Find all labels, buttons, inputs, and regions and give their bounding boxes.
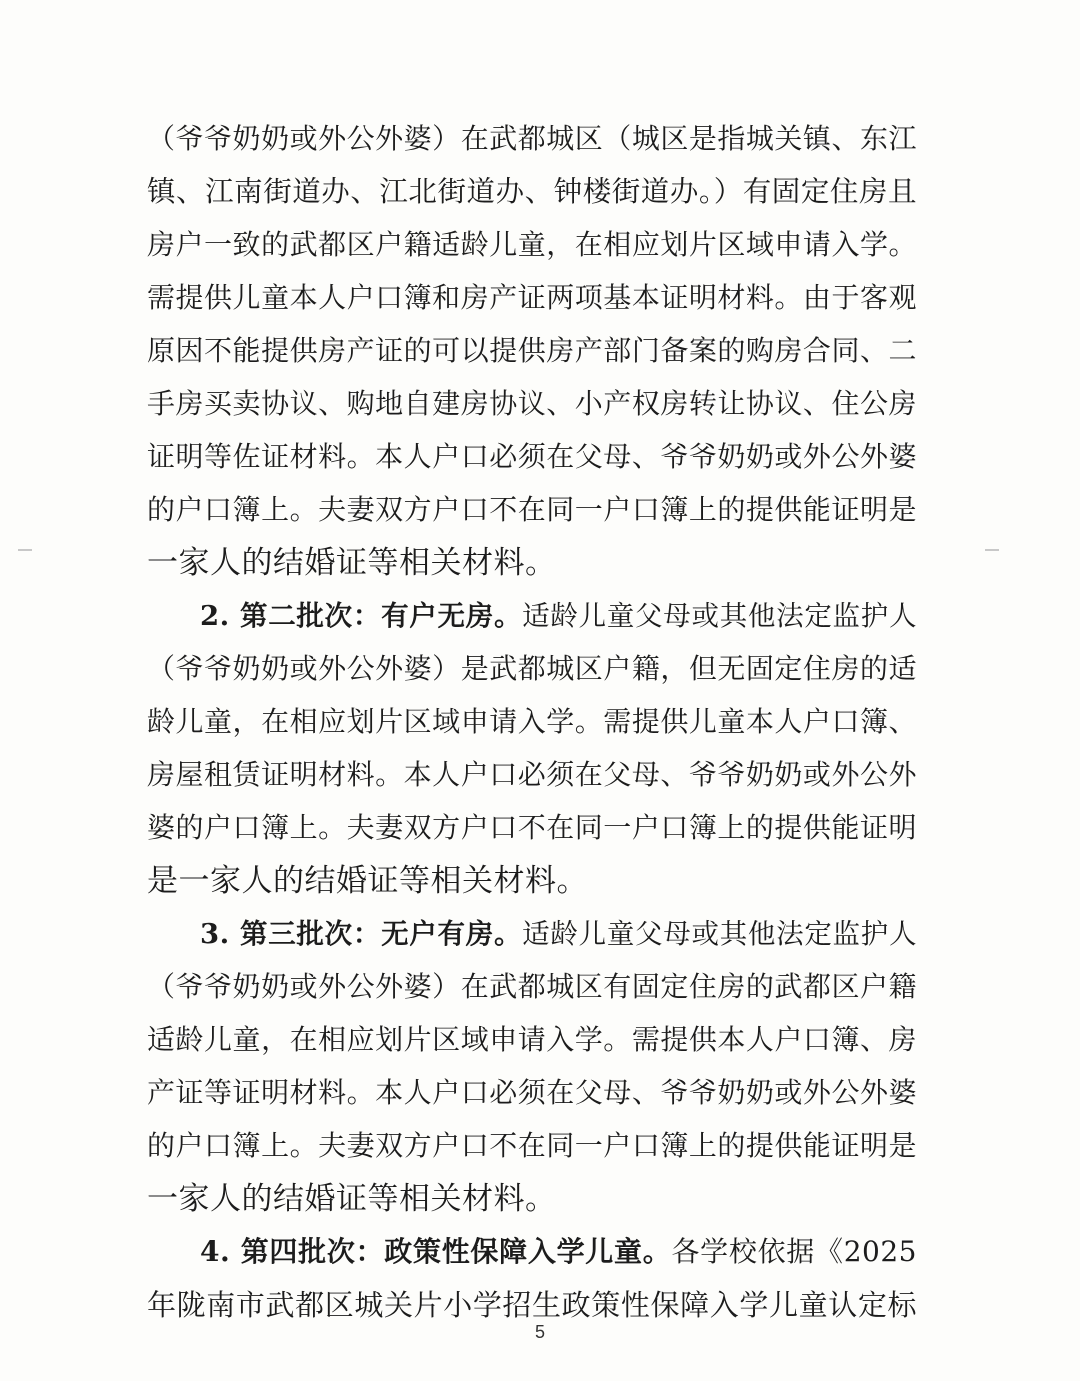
section-2-first-line (200, 593, 917, 639)
body-line: 的户口簿上。夫妻双方户口不在同一户口簿上的提供能证明是 (147, 1129, 917, 1162)
section-4-first-line (200, 1229, 917, 1275)
body-line: 一家人的结婚证等相关材料。 (147, 545, 557, 581)
body-line: 婆的户口簿上。夫妻双方户口不在同一户口簿上的提供能证明 (147, 811, 917, 844)
scan-mark (985, 549, 999, 551)
section-3-first-line (200, 911, 917, 957)
body-line: 的户口簿上。夫妻双方户口不在同一户口簿上的提供能证明是 (147, 493, 917, 526)
body-line: 适龄儿童，在相应划片区域申请入学。需提供本人户口簿、房 (147, 1023, 917, 1056)
section-4-heading: 4. 第四批次：政策性保障入学儿童。 (200, 1235, 672, 1268)
body-line: 房户一致的武都区户籍适龄儿童，在相应划片区域申请入学。 (147, 228, 917, 261)
body-line: 需提供儿童本人户口簿和房产证两项基本证明材料。由于客观 (147, 281, 917, 314)
section-3-heading: 3. 第三批次：无户有房。 (200, 918, 523, 950)
body-line: （爷爷奶奶或外公外婆）在武都城区有固定住房的武都区户籍 (147, 970, 917, 1003)
body-line: 产证等证明材料。本人户口必须在父母、爷爷奶奶或外公外婆 (147, 1076, 917, 1109)
body-line: 龄儿童，在相应划片区域申请入学。需提供儿童本人户口簿、 (147, 705, 917, 738)
body-line: 手房买卖协议、购地自建房协议、小产权房转让协议、住公房 (147, 387, 917, 420)
body-line: 原因不能提供房产证的可以提供房产部门备案的购房合同、二 (147, 334, 917, 367)
body-line: 是一家人的结婚证等相关材料。 (147, 863, 588, 899)
section-3-text: 适龄儿童父母或其他法定监护人 (522, 918, 917, 950)
scan-mark (18, 549, 32, 551)
page-number: 5 (534, 1322, 545, 1342)
body-line: （爷爷奶奶或外公外婆）是武都城区户籍，但无固定住房的适 (147, 652, 917, 685)
body-line: 镇、江南街道办、江北街道办、钟楼街道办。）有固定住房且 (147, 175, 917, 208)
section-4-text: 各学校依据《2025 (671, 1235, 917, 1268)
section-2-text: 适龄儿童父母或其他法定监护人 (522, 600, 917, 632)
body-line: 一家人的结婚证等相关材料。 (147, 1181, 557, 1217)
body-line: 证明等佐证材料。本人户口必须在父母、爷爷奶奶或外公外婆 (147, 440, 917, 473)
section-2-heading: 2. 第二批次：有户无房。 (200, 600, 523, 632)
body-line: 年陇南市武都区城关片小学招生政策性保障入学儿童认定标 (147, 1288, 917, 1322)
body-line: 房屋租赁证明材料。本人户口必须在父母、爷爷奶奶或外公外 (147, 758, 917, 791)
body-line: （爷爷奶奶或外公外婆）在武都城区（城区是指城关镇、东江 (147, 122, 917, 155)
